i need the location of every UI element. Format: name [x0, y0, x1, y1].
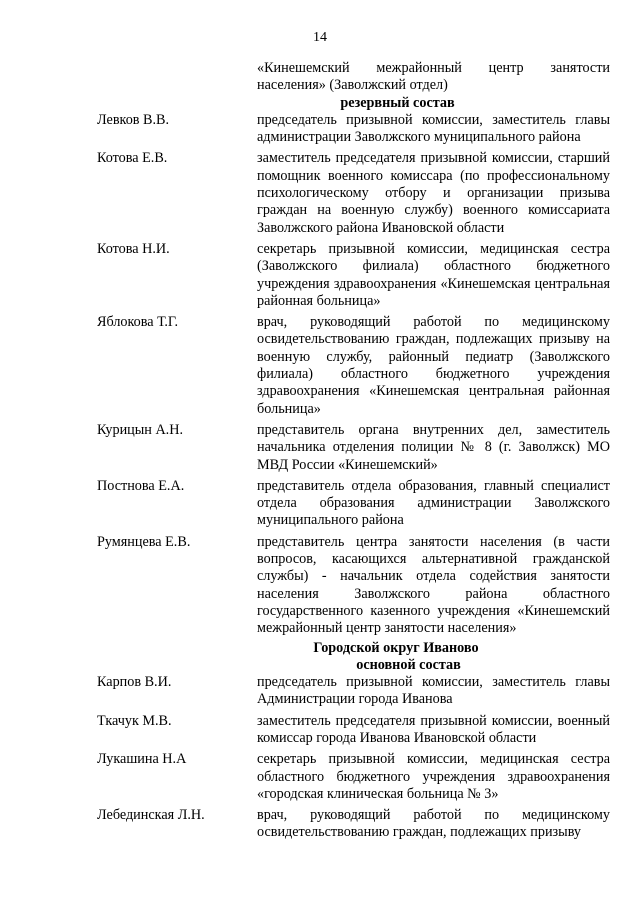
member-row	[97, 422, 610, 474]
member-role: врач, руководящий работой по медицинскому освидетельствованию граждан, подлежащих призыву	[257, 807, 610, 841]
district-heading: Городской округ Иваново	[313, 639, 479, 656]
member-name: Постнова Е.А.	[97, 477, 185, 494]
member-role: представитель отдела образования, главный специалист отдела образования администрации Заволжского муниципального района	[257, 477, 610, 529]
member-role: председатель призывной комиссии, заместитель главы администрации Заволжского муниципального района	[257, 111, 610, 146]
page-number: 14	[313, 30, 327, 45]
member-role: секретарь призывной комиссии, медицинская сестра (Заволжского филиала) областного бюджетного учреждения здравоохранения «Кинешемская центральная районная больница»	[257, 240, 610, 309]
section-heading-reserve: резервный состав	[340, 94, 455, 111]
member-row	[97, 807, 610, 842]
document-body	[97, 60, 610, 842]
member-row	[97, 314, 610, 418]
member-role: заместитель председателя призывной комиссии, военный комиссар города Иванова Ивановской области	[257, 712, 610, 746]
member-role: врач, руководящий работой по медицинскому освидетельствованию граждан, подлежащих призыву на военную службу, районный педиатр (Заволжского филиала) областного бюджетного учреждения здравоохранения «Кинешемская центральная районная больница»	[257, 314, 610, 417]
member-name: Лукашина Н.А	[97, 751, 187, 768]
member-role: председатель призывной комиссии, заместитель главы Администрации города Иванова	[257, 674, 610, 708]
member-row	[97, 150, 610, 236]
member-name: Лебединская Л.Н.	[97, 807, 205, 824]
member-name: Карпов В.И.	[97, 674, 172, 691]
member-role: представитель центра занятости населения (в части вопросов, касающихся альтернативной гражданской службы) - начальник отдела содействия занятости населения Заволжского района областного государственного казенного учреждения «Кинешемский межрайонный центр занятости населения»	[257, 533, 610, 637]
member-name: Яблокова Т.Г.	[97, 314, 179, 331]
section-heading-main: основной состав	[356, 656, 461, 673]
continuation-text: «Кинешемский межрайонный центр занятости населения» (Заволжский отдел)	[257, 60, 610, 94]
member-role: представитель органа внутренних дел, заместитель начальника отделения полиции № 8 (г. Заволжск) МО МВД России «Кинешемский»	[257, 421, 610, 473]
member-name: Котова Е.В.	[97, 150, 168, 167]
member-name: Котова Н.И.	[97, 240, 170, 257]
member-role: заместитель председателя призывной комиссии, старший помощник военного комиссара (по профессиональному психологическому отбору и организации призыва граждан на военную службу) военного комиссариата Заволжского района Ивановской области	[257, 150, 610, 236]
member-row	[97, 674, 610, 709]
member-role: секретарь призывной комиссии, медицинская сестра областного бюджетного учреждения здравоохранения «городская клиническая больница № 3»	[257, 751, 610, 802]
member-row	[97, 713, 610, 748]
member-row	[97, 241, 610, 310]
member-name: Курицын А.Н.	[97, 421, 184, 438]
member-name: Ткачук М.В.	[97, 712, 172, 729]
member-row	[97, 751, 610, 803]
member-row	[97, 478, 610, 530]
member-row	[97, 534, 610, 638]
member-name: Левков В.В.	[97, 111, 170, 128]
member-row	[97, 112, 610, 147]
member-name: Румянцева Е.В.	[97, 533, 191, 550]
